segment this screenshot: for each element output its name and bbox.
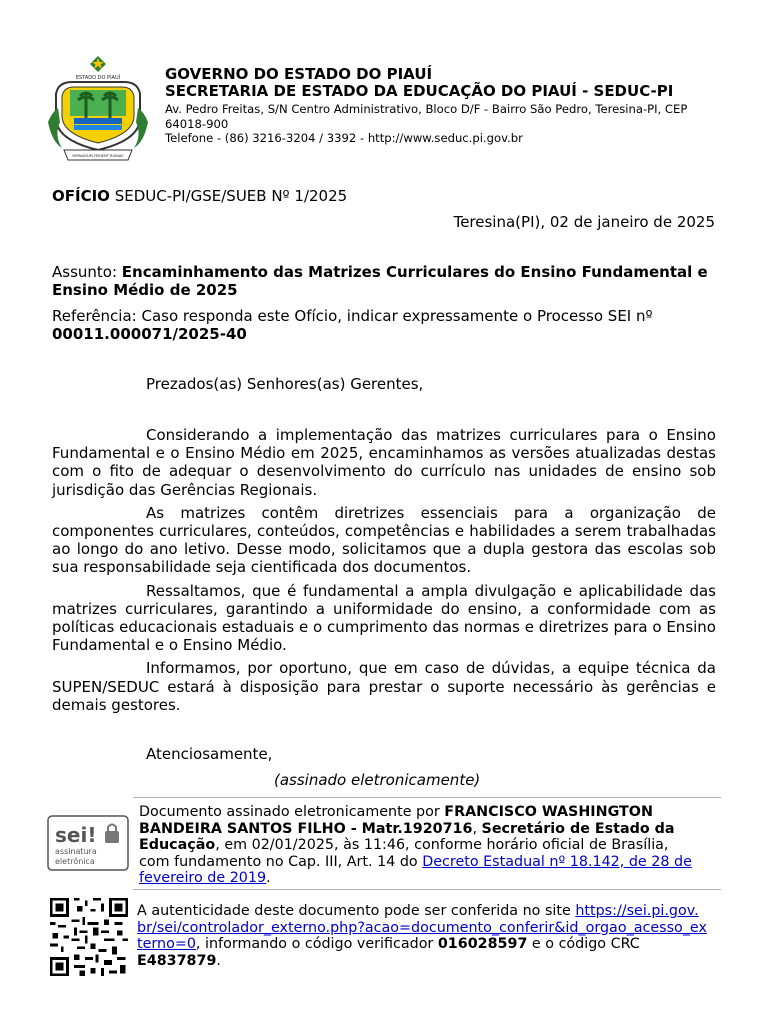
paragraph-4: Informamos, por oportuno, que em caso de dúvidas, a equipe técnica da SUPEN/SEDUC estará à disposição para prestar o suporte necessário às gerências e demais gestores.: [52, 659, 716, 714]
signature-prefix: Documento assinado eletronicamente por: [139, 804, 445, 820]
authenticity-end: .: [216, 952, 221, 969]
subject-text: Encaminhamento das Matrizes Curriculares do Ensino Fundamental e Ensino Médio de 2025: [52, 263, 708, 299]
paragraph-3: Ressaltamos, que é fundamental a ampla divulgação e aplicabilidade das matrizes curriculares, garantindo a uniformidade do ensino, a conformidade com as políticas educacionais estaduais e o cumprimento das normas e diretrizes para o Ensino Fundamental e o Ensino Médio.: [52, 581, 716, 655]
crc-label: e o código CRC: [527, 936, 640, 952]
greeting: Prezados(as) Senhores(as) Gerentes,: [146, 375, 424, 393]
oficio-label: OFÍCIO: [52, 187, 110, 205]
verification-link[interactable]: https://sei.pi.gov.br/sei/controlador_externo.php?acao=documento_conferir&id_orgao_acesso_externo=0: [137, 903, 707, 952]
oficio-line: [52, 187, 347, 205]
authenticity-prefix: A autenticidade deste documento pode ser conferida no site: [137, 903, 576, 919]
authenticity-middle: , informando o código verificador: [195, 936, 438, 952]
date-line: Teresina(PI), 02 de janeiro de 2025: [453, 213, 715, 231]
signature-suffix: .: [266, 870, 271, 886]
signature-block: [139, 804, 701, 887]
divider-middle: [133, 889, 721, 890]
closing: Atenciosamente,: [146, 745, 273, 763]
crc-code: E4837879: [137, 952, 217, 969]
oficio-number: SEDUC-PI/GSE/SUEB Nº 1/2025: [109, 187, 348, 205]
phone-website: Telefone - (86) 3216-3204 / 3392 - http://www.seduc.pi.gov.br: [165, 131, 523, 145]
divider-top: [133, 797, 721, 798]
decree-link[interactable]: Decreto Estadual nº 18.142, de 28 de fevereiro de 2019: [139, 853, 692, 886]
sei-signature-logo: [47, 815, 129, 871]
verifier-code: 016028597: [437, 936, 528, 952]
sei-logo-sub1: assinatura: [55, 847, 97, 856]
crest-text: ESTADO DO PIAUÍ: [75, 75, 121, 81]
secretariat-title: SECRETARIA DE ESTADO DA EDUCAÇÃO DO PIAUÍ - SEDUC-PI: [165, 82, 674, 100]
government-title: GOVERNO DO ESTADO DO PIAUÍ: [165, 65, 433, 83]
sei-logo-sub2: eletrônica: [55, 857, 95, 866]
signature-details: , em 02/01/2025, às 11:46, conforme horário oficial de Brasília, com fundamento no Cap. III, Art. 14 do: [139, 837, 669, 870]
address: Av. Pedro Freitas, S/N Centro Administrativo, Bloco D/F - Bairro São Pedro, Teresina-PI, CEP 64018-900: [165, 102, 688, 131]
paragraph-1: Considerando a implementação das matrizes curriculares para o Ensino Fundamental e o Ensino Médio em 2025, encaminhamos as versões atualizadas destas com o fito de adequar o desenvolvimento do currículo nas unidades de ensino sob jurisdição das Gerências Regionais.: [52, 426, 716, 499]
letterhead: [165, 66, 725, 146]
signature-comma: ,: [472, 820, 482, 837]
process-number: 00011.000071/2025-40: [52, 325, 247, 343]
signer-role: Secretário de Estado da Educação: [139, 820, 675, 853]
authenticity-block: [137, 903, 707, 969]
sei-logo-text: sei!: [55, 823, 97, 847]
letter-body: [52, 426, 716, 719]
paragraph-2: As matrizes contêm diretrizes essenciais para a organização de componentes curriculares, conteúdos, competências e habilidades a serem trabalhadas ao longo do ano letivo. Desse modo, solicitamos que a dupla gestora das escolas sob sua responsabilidade seja cientificada dos documentos.: [52, 503, 716, 577]
state-crest-logo: [48, 52, 148, 164]
subject: [52, 263, 716, 299]
signed-note: (assinado eletronicamente): [274, 771, 481, 789]
qr-code: [47, 898, 131, 976]
crest-motto: IMPAVIDUM FERIENT RUINAE: [72, 154, 124, 158]
reference-label: Referência: Caso responda este Ofício, indicar expressamente o Processo SEI nº: [52, 307, 653, 325]
subject-label: Assunto:: [52, 263, 122, 281]
reference: [52, 307, 716, 343]
signer-name: FRANCISCO WASHINGTON BANDEIRA SANTOS FILHO - Matr.1920716: [139, 804, 653, 837]
